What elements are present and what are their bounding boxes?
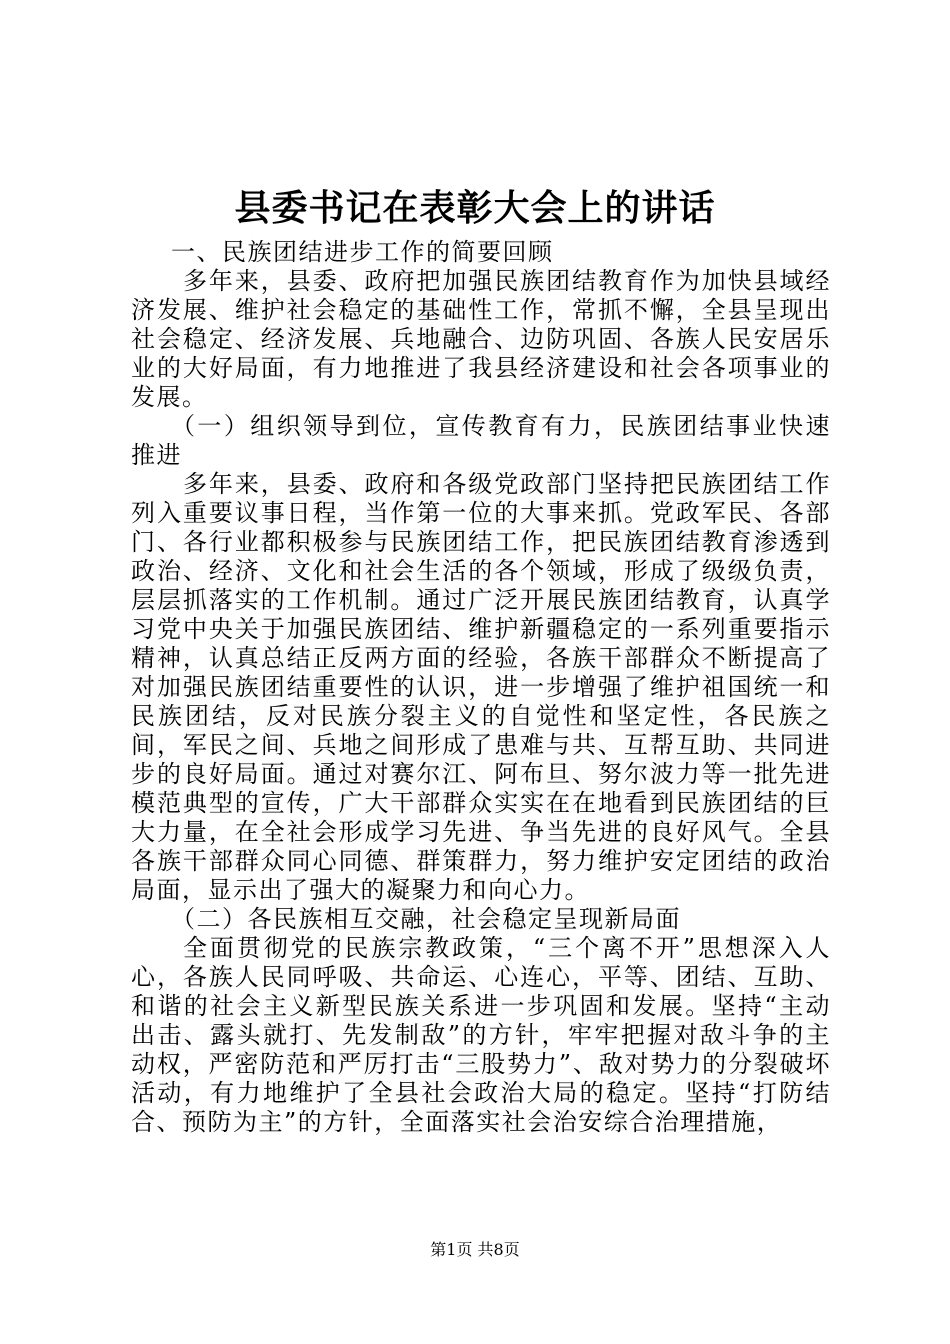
section-heading: 一、民族团结进步工作的简要回顾 — [171, 238, 554, 266]
body-paragraph: 多年来，县委、政府把加强民族团结教育作为加快县域经济发展、维护社会稳定的基础性工作，常抓不懈，全县呈现出社会稳定、经济发展、兵地融合、边防巩固、各族人民安居乐业的大好局面，有力地推进了我县经济建设和社会各项事业的发展。 — [131, 267, 831, 411]
body-paragraph: 多年来，县委、政府和各级党政部门坚持把民族团结工作列入重要议事日程，当作第一位的大事来抓。党政军民、各部门、各行业都积极参与民族团结工作，把民族团结教育渗透到政治、经济、文化和社会生活的各个领域，形成了级级负责，层层抓落实的工作机制。通过广泛开展民族团结教育，认真学习党中央关于加强民族团结、维护新疆稳定的一系列重要指示精神，认真总结正反两方面的经验，各族干部群众不断提高了对加强民族团结重要性的认识，进一步增强了维护祖国统一和民族团结，反对民族分裂主义的自觉性和坚定性，各民族之间，军民之间、兵地之间形成了患难与共、互帮互助、共同进步的良好局面。通过对赛尔江、阿布旦、努尔波力等一批先进模范典型的宣传，广大干部群众实实在在地看到民族团结的巨大力量，在全社会形成学习先进、争当先进的良好风气。全县各族干部群众同心同德、群策群力，努力维护安定团结的政治局面，显示出了强大的凝聚力和向心力。 — [131, 470, 831, 904]
document-body — [131, 238, 831, 1137]
body-paragraph: 全面贯彻党的民族宗教政策，“三个离不开”思想深入人心，各族人民同呼吸、共命运、心连心，平等、团结、互助、和谐的社会主义新型民族关系进一步巩固和发展。坚持“主动出击、露头就打、先发制敌”的方针，牢牢把握对敌斗争的主动权，严密防范和严厉打击“三股势力”、敌对势力的分裂破坏活动，有力地维护了全县社会政治大局的稳定。坚持“打防结合、预防为主”的方针，全面落实社会治安综合治理措施， — [131, 934, 831, 1136]
document-title: 县委书记在表彰大会上的讲话 — [234, 187, 716, 229]
subsection-heading: （一）组织领导到位，宣传教育有力，民族团结事业快速推进 — [131, 412, 831, 469]
subsection-heading: （二）各民族相互交融，社会稳定呈现新局面 — [171, 905, 681, 933]
page-footer: 第1页 共8页 — [430, 1240, 520, 1259]
